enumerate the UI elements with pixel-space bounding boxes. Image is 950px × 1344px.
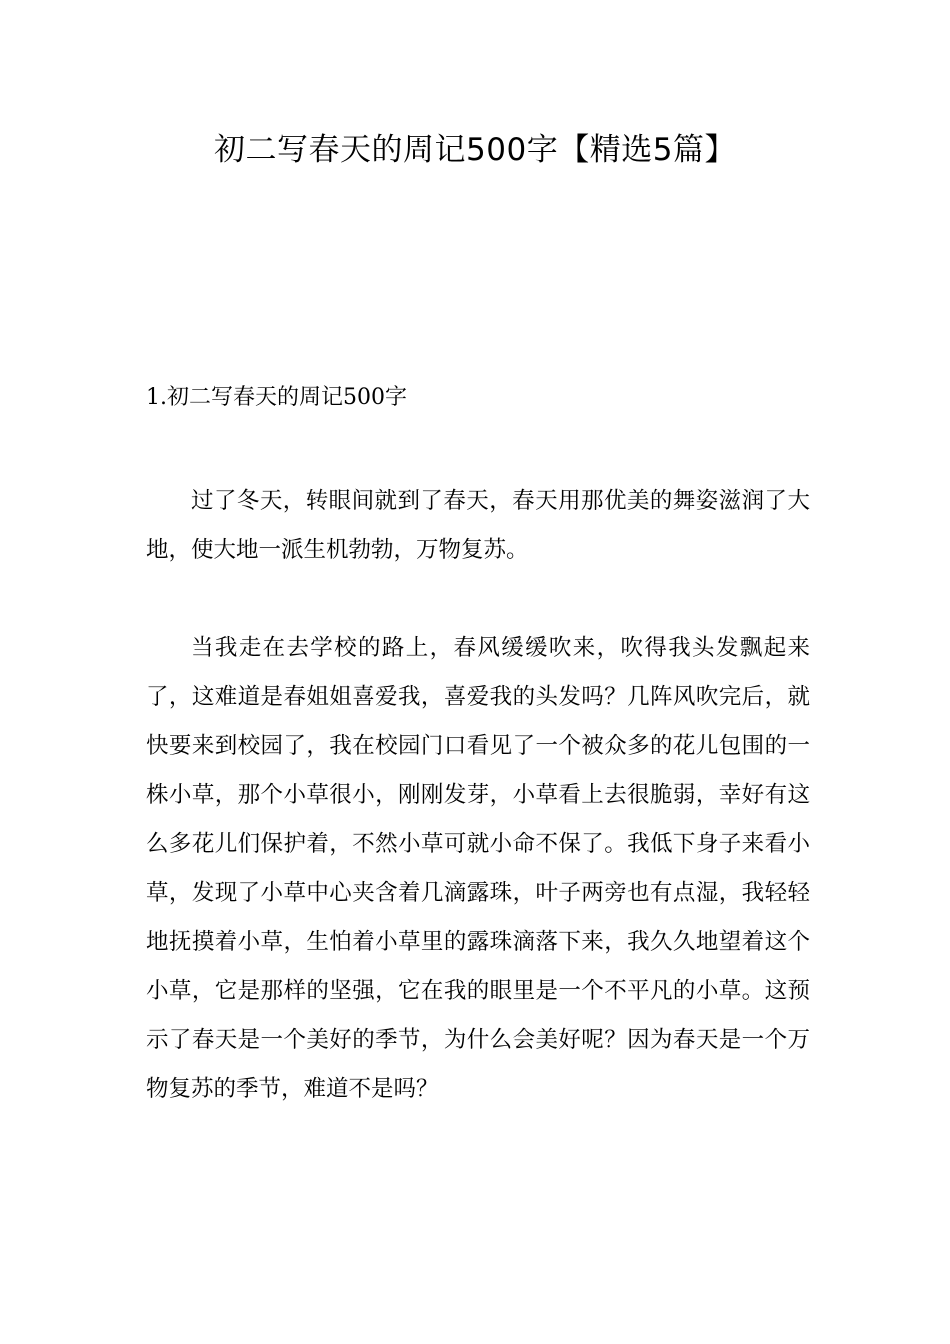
paragraph-2: 当我走在去学校的路上，春风缓缓吹来，吹得我头发飘起来了，这难道是春姐姐喜爱我，喜爱我的头发吗？几阵风吹完后，就快要来到校园了，我在校园门口看见了一个被众多的花儿包围的一株小草，那个小草很小，刚刚发芽，小草看上去很脆弱，幸好有这么多花儿们保护着，不然小草可就小命不保了。我低下身子来看小草，发现了小草中心夹含着几滴露珠，叶子两旁也有点湿，我轻轻地抚摸着小草，生怕着小草里的露珠滴落下来，我久久地望着这个小草，它是那样的坚强，它在我的眼里是一个不平凡的小草。这预示了春天是一个美好的季节，为什么会美好呢？因为春天是一个万物复苏的季节，难道不是吗？ <box>146 635 810 1102</box>
document-title: 初二写春天的周记500字【精选5篇】 <box>214 132 736 168</box>
section-heading: 1.初二写春天的周记500字 <box>146 385 407 410</box>
paragraph-1: 过了冬天，转眼间就到了春天，春天用那优美的舞姿滋润了大地，使大地一派生机勃勃，万物复苏。 <box>146 488 810 563</box>
